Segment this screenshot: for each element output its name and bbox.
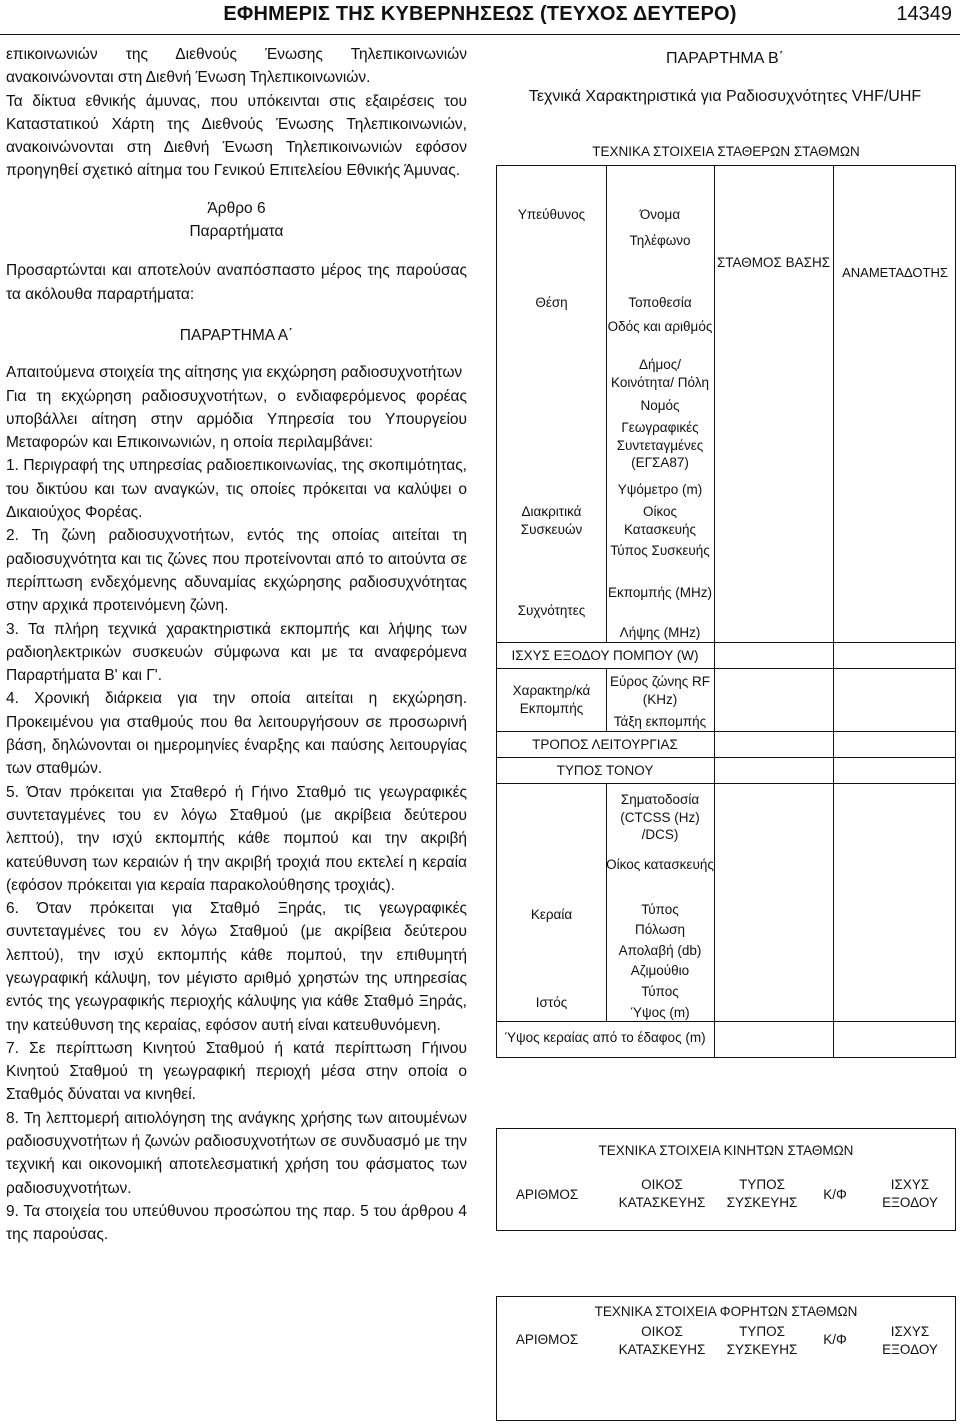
field-polarization: Πόλωση [635, 922, 685, 937]
annex-a-subtitle: Απαιτούμενα στοιχεία της αίτησης για εκχώρηση ραδιοσυχνοτήτων [6, 364, 463, 382]
row-line-tone-bottom [496, 783, 955, 784]
field-signaling: Σηματοδοσία (CTCSS (Hz) /DCS) [620, 792, 700, 842]
portable-col-device-type: ΤΥΠΟΣ ΣΥΣΚΕΥΗΣ [726, 1324, 798, 1357]
field-emission-class: Τάξη εκπομπής [613, 714, 707, 729]
item-3: 3. Τα πλήρη τεχνικά χαρακτηριστικά εκπομπής και λήψης των ραδιοηλεκτρικών συσκευών σύμφωνα και με τα αναφερόμενα Παραρτήματα Β' και Γ'. [6, 620, 467, 685]
field-street: Οδός και αριθμός [607, 319, 713, 334]
field-altitude: Υψόμετρο (m) [617, 482, 703, 497]
row-output-power: ΙΣΧΥΣ ΕΞΟΔΟΥ ΠΟΜΠΟΥ (W) [511, 648, 699, 663]
fixed-stations-title: ΤΕΧΝΙΚΑ ΣΤΟΙΧΕΙΑ ΣΤΑΘΕΡΩΝ ΣΤΑΘΜΩΝ [592, 144, 860, 159]
mobile-col-manufacturer: ΟΙΚΟΣ ΚΑΤΑΣΚΕΥΗΣ [618, 1177, 706, 1210]
mobile-col-number: ΑΡΙΘΜΟΣ [515, 1187, 579, 1202]
group-emission: Χαρακτηρ/κά Εκπομπής [512, 683, 591, 716]
field-mast-height: Ύψος (m) [630, 1005, 690, 1020]
item-5: 5. Όταν πρόκειται για Σταθερό ή Γήινο Σταθμό τις γεωγραφικές συντεταγμένες του εν λόγω Σταθμού (με ακρίβεια δεύτερου λεπτού), την ισχύ εκπομπής κάθε πομπού και την ακριβή κατεύθυνση των κεραιών ή την ακριβή τροχιά που εκτελεί η κεραία (εφόσον πρόκειται για κεραία παρακολούθησης τροχιάς). [6, 783, 467, 894]
mobile-table-top [496, 1128, 956, 1129]
col-base-station: ΣΤΑΘΜΟΣ ΒΑΣΗΣ [716, 255, 831, 270]
group-mast: Ιστός [535, 995, 568, 1010]
item-6: 6. Όταν πρόκειται για Σταθμό Ξηράς, τις γεωγραφικές συντεταγμένες του εν λόγω Σταθμού (με ακρίβεια δεύτερου λεπτού), την ισχύ εκπομπής κάθε πομπού, την επιθυμητή γεωγραφική κάλυψη, τον μέγιστο αριθμό χρηστών της υπηρεσίας εντός της γεωγραφικής περιοχής κάλυψης για κάθε Σταθμό Ξηράς, την κατεύθυνση της κεραίας, εφόσον αυτή είναι κατευθυνόμενη. [6, 900, 467, 1034]
row-operation-mode: ΤΡΟΠΟΣ ΛΕΙΤΟΥΡΓΙΑΣ [532, 737, 678, 752]
mobile-col-device-type: ΤΥΠΟΣ ΣΥΣΚΕΥΗΣ [726, 1177, 798, 1210]
field-rx-frequency: Λήψης (MHz) [619, 625, 701, 640]
annex-b-subtitle: Τεχνικά Χαρακτηριστικά για Ραδιοσυχνότητες VHF/UHF [528, 88, 922, 105]
field-manufacturer: Οίκος Κατασκευής [623, 504, 697, 537]
annex-a-heading: ΠΑΡΑΡΤΗΜΑ Α΄ [179, 326, 294, 344]
article-heading: Άρθρο 6 [207, 199, 266, 217]
field-device-type: Τύπος Συσκευής [610, 543, 710, 558]
col-repeater: ΑΝΑΜΕΤΑΔΟΤΗΣ [842, 265, 948, 280]
field-prefecture: Νομός [640, 398, 680, 413]
table-border-top [496, 165, 956, 166]
field-coordinates: Γεωγραφικές Συντεταγμένες (ΕΓΣΑ87) [616, 420, 704, 470]
left-column [6, 43, 467, 1247]
portable-table-bottom [496, 1420, 956, 1421]
portable-col-kf: Κ/Φ [823, 1332, 847, 1347]
row-line-mode-top [496, 731, 955, 732]
field-antenna-manufacturer: Οίκος κατασκευής [606, 857, 714, 872]
item-4: 4. Χρονική διάρκεια για την οποία αιτείται η εκχώρηση. Προκειμένου για σταθμούς που θα λειτουργήσουν σε προσωρινή βάση, δηλώνονται οι ημερομηνίες έναρξης και παύσης λειτουργίας των σταθμών. [6, 690, 467, 778]
portable-col-number: ΑΡΙΘΜΟΣ [515, 1332, 579, 1347]
page-number: 14349 [896, 3, 952, 25]
group-antenna: Κεραία [530, 907, 573, 922]
field-mast-type: Τύπος [641, 984, 679, 999]
row-line-power-bottom [496, 668, 955, 669]
portable-stations-title: ΤΕΧΝΙΚΑ ΣΤΟΙΧΕΙΑ ΦΟΡΗΤΩΝ ΣΤΑΘΜΩΝ [594, 1304, 858, 1319]
col-divider-1 [714, 165, 715, 1058]
mobile-table-bottom [496, 1230, 956, 1231]
gazette-title: ΕΦΗΜΕΡΙΣ ΤΗΣ ΚΥΒΕΡΝΗΣΕΩΣ (ΤΕΥΧΟΣ ΔΕΥΤΕΡΟ) [223, 3, 737, 25]
item-1: 1. Περιγραφή της υπηρεσίας ραδιοεπικοινωνίας, της σκοπιμότητας, του δικτύου και των αναγκών, τις οποίες πρόκειται να καλύψει ο Δικαιούχος Φορέας. [6, 457, 467, 522]
paragraph-2: Τα δίκτυα εθνικής άμυνας, που υπόκεινται στις εξαιρέσεις του Καταστατικού Χάρτη της Διεθνούς Ένωσης Τηλεπικοινωνιών, ανακοινώνονται στη Διεθνή Ένωση Τηλεπικοινωνιών εφόσον προηγηθεί σχετικό αίτημα του Γενικού Επιτελείου Εθνικής Άμυνας. [6, 92, 467, 180]
annex-a-paragraph: Για τη εκχώρηση ραδιοσυχνοτήτων, ο ενδιαφερόμενος φορέας υποβάλλει αίτηση στην αρμόδια Υπηρεσία του Υπουργείου Μεταφορών και Επικοινωνιών, η οποία περιλαμβάνει: [6, 387, 467, 452]
mobile-col-power: ΙΣΧΥΣ ΕΞΟΔΟΥ [882, 1177, 938, 1210]
portable-col-power: ΙΣΧΥΣ ΕΞΟΔΟΥ [882, 1324, 938, 1357]
mobile-col-kf: Κ/Φ [823, 1187, 847, 1202]
annex-intro: Προσαρτώνται και αποτελούν αναπόσπαστο μέρος της παρούσας τα ακόλουθα παραρτήματα: [6, 262, 467, 303]
row-line-height-top [496, 1021, 955, 1022]
table-border-bottom [496, 1057, 956, 1058]
field-name: Όνομα [639, 207, 681, 222]
item-2: 2. Τη ζώνη ραδιοσυχνοτήτων, εντός της οποίας αιτείται τη ραδιοσυχνότητα και τις ζώνες που προτείνονται από το αιτούντα σε περίπτωση ενδεχόμενης αδυναμίας εκχώρησης ραδιοσυχνότητας στην αρχικά προτεινόμενη ζώνη. [6, 527, 467, 615]
group-responsible: Υπεύθυνος [517, 207, 586, 222]
row-tone-type: ΤΥΠΟΣ ΤΟΝΟΥ [556, 763, 654, 778]
portable-col-manufacturer: ΟΙΚΟΣ ΚΑΤΑΣΚΕΥΗΣ [618, 1324, 706, 1357]
article-title: Παραρτήματα [189, 223, 284, 241]
field-bandwidth: Εύρος ζώνης RF (KHz) [610, 674, 710, 707]
group-position: Θέση [535, 295, 568, 310]
mobile-stations-title: ΤΕΧΝΙΚΑ ΣΤΟΙΧΕΙΑ ΚΙΝΗΤΩΝ ΣΤΑΘΜΩΝ [598, 1143, 854, 1158]
group-devices: Διακριτικά Συσκευών [520, 504, 583, 537]
item-9: 9. Τα στοιχεία του υπεύθυνου προσώπου της παρ. 5 του άρθρου 4 της παρούσας. [6, 1202, 467, 1244]
field-antenna-type: Τύπος [641, 902, 679, 917]
field-tx-frequency: Εκπομπής (MHz) [608, 585, 712, 600]
item-7: 7. Σε περίπτωση Κινητού Σταθμού ή κατά περίπτωση Γήινου Κινητού Σταθμού τη γεωγραφική περιοχή μέσα στην οποία ο Σταθμός δύναται να κινηθεί. [6, 1039, 467, 1104]
header-rule [0, 34, 960, 35]
field-phone: Τηλέφωνο [629, 233, 691, 248]
row-line-power-top [496, 642, 955, 643]
field-azimuth: Αζιμούθιο [630, 963, 690, 978]
portable-table-top [496, 1296, 956, 1297]
row-antenna-height: Ύψος κεραίας από το έδαφος (m) [504, 1030, 706, 1045]
row-line-tone-top [496, 757, 955, 758]
field-location: Τοποθεσία [628, 295, 692, 310]
paragraph-1: επικοινωνιών της Διεθνούς Ένωσης Τηλεπικοινωνιών ανακοινώνονται στη Διεθνή Ένωση Τηλεπικοινωνιών. [6, 46, 467, 87]
field-gain: Απολαβή (db) [618, 943, 702, 958]
field-municipality: Δήμος/ Κοινότητα/ Πόλη [611, 357, 709, 390]
table-border-right [955, 165, 956, 1058]
item-8: 8. Τη λεπτομερή αιτιολόγηση της ανάγκης χρήσης των αιτουμένων ραδιοσυχνοτήτων ή ζωνών ραδιοσυχνοτήτων σε συνδυασμό με την τεχνική και οικονομική αποτελεσματική χρήση του φάσματος των ραδιοσυχνοτήτων. [6, 1109, 467, 1197]
col-divider-2 [833, 165, 834, 1058]
group-frequencies: Συχνότητες [517, 603, 586, 618]
annex-b-heading: ΠΑΡΑΡΤΗΜΑ Β΄ [666, 50, 784, 67]
